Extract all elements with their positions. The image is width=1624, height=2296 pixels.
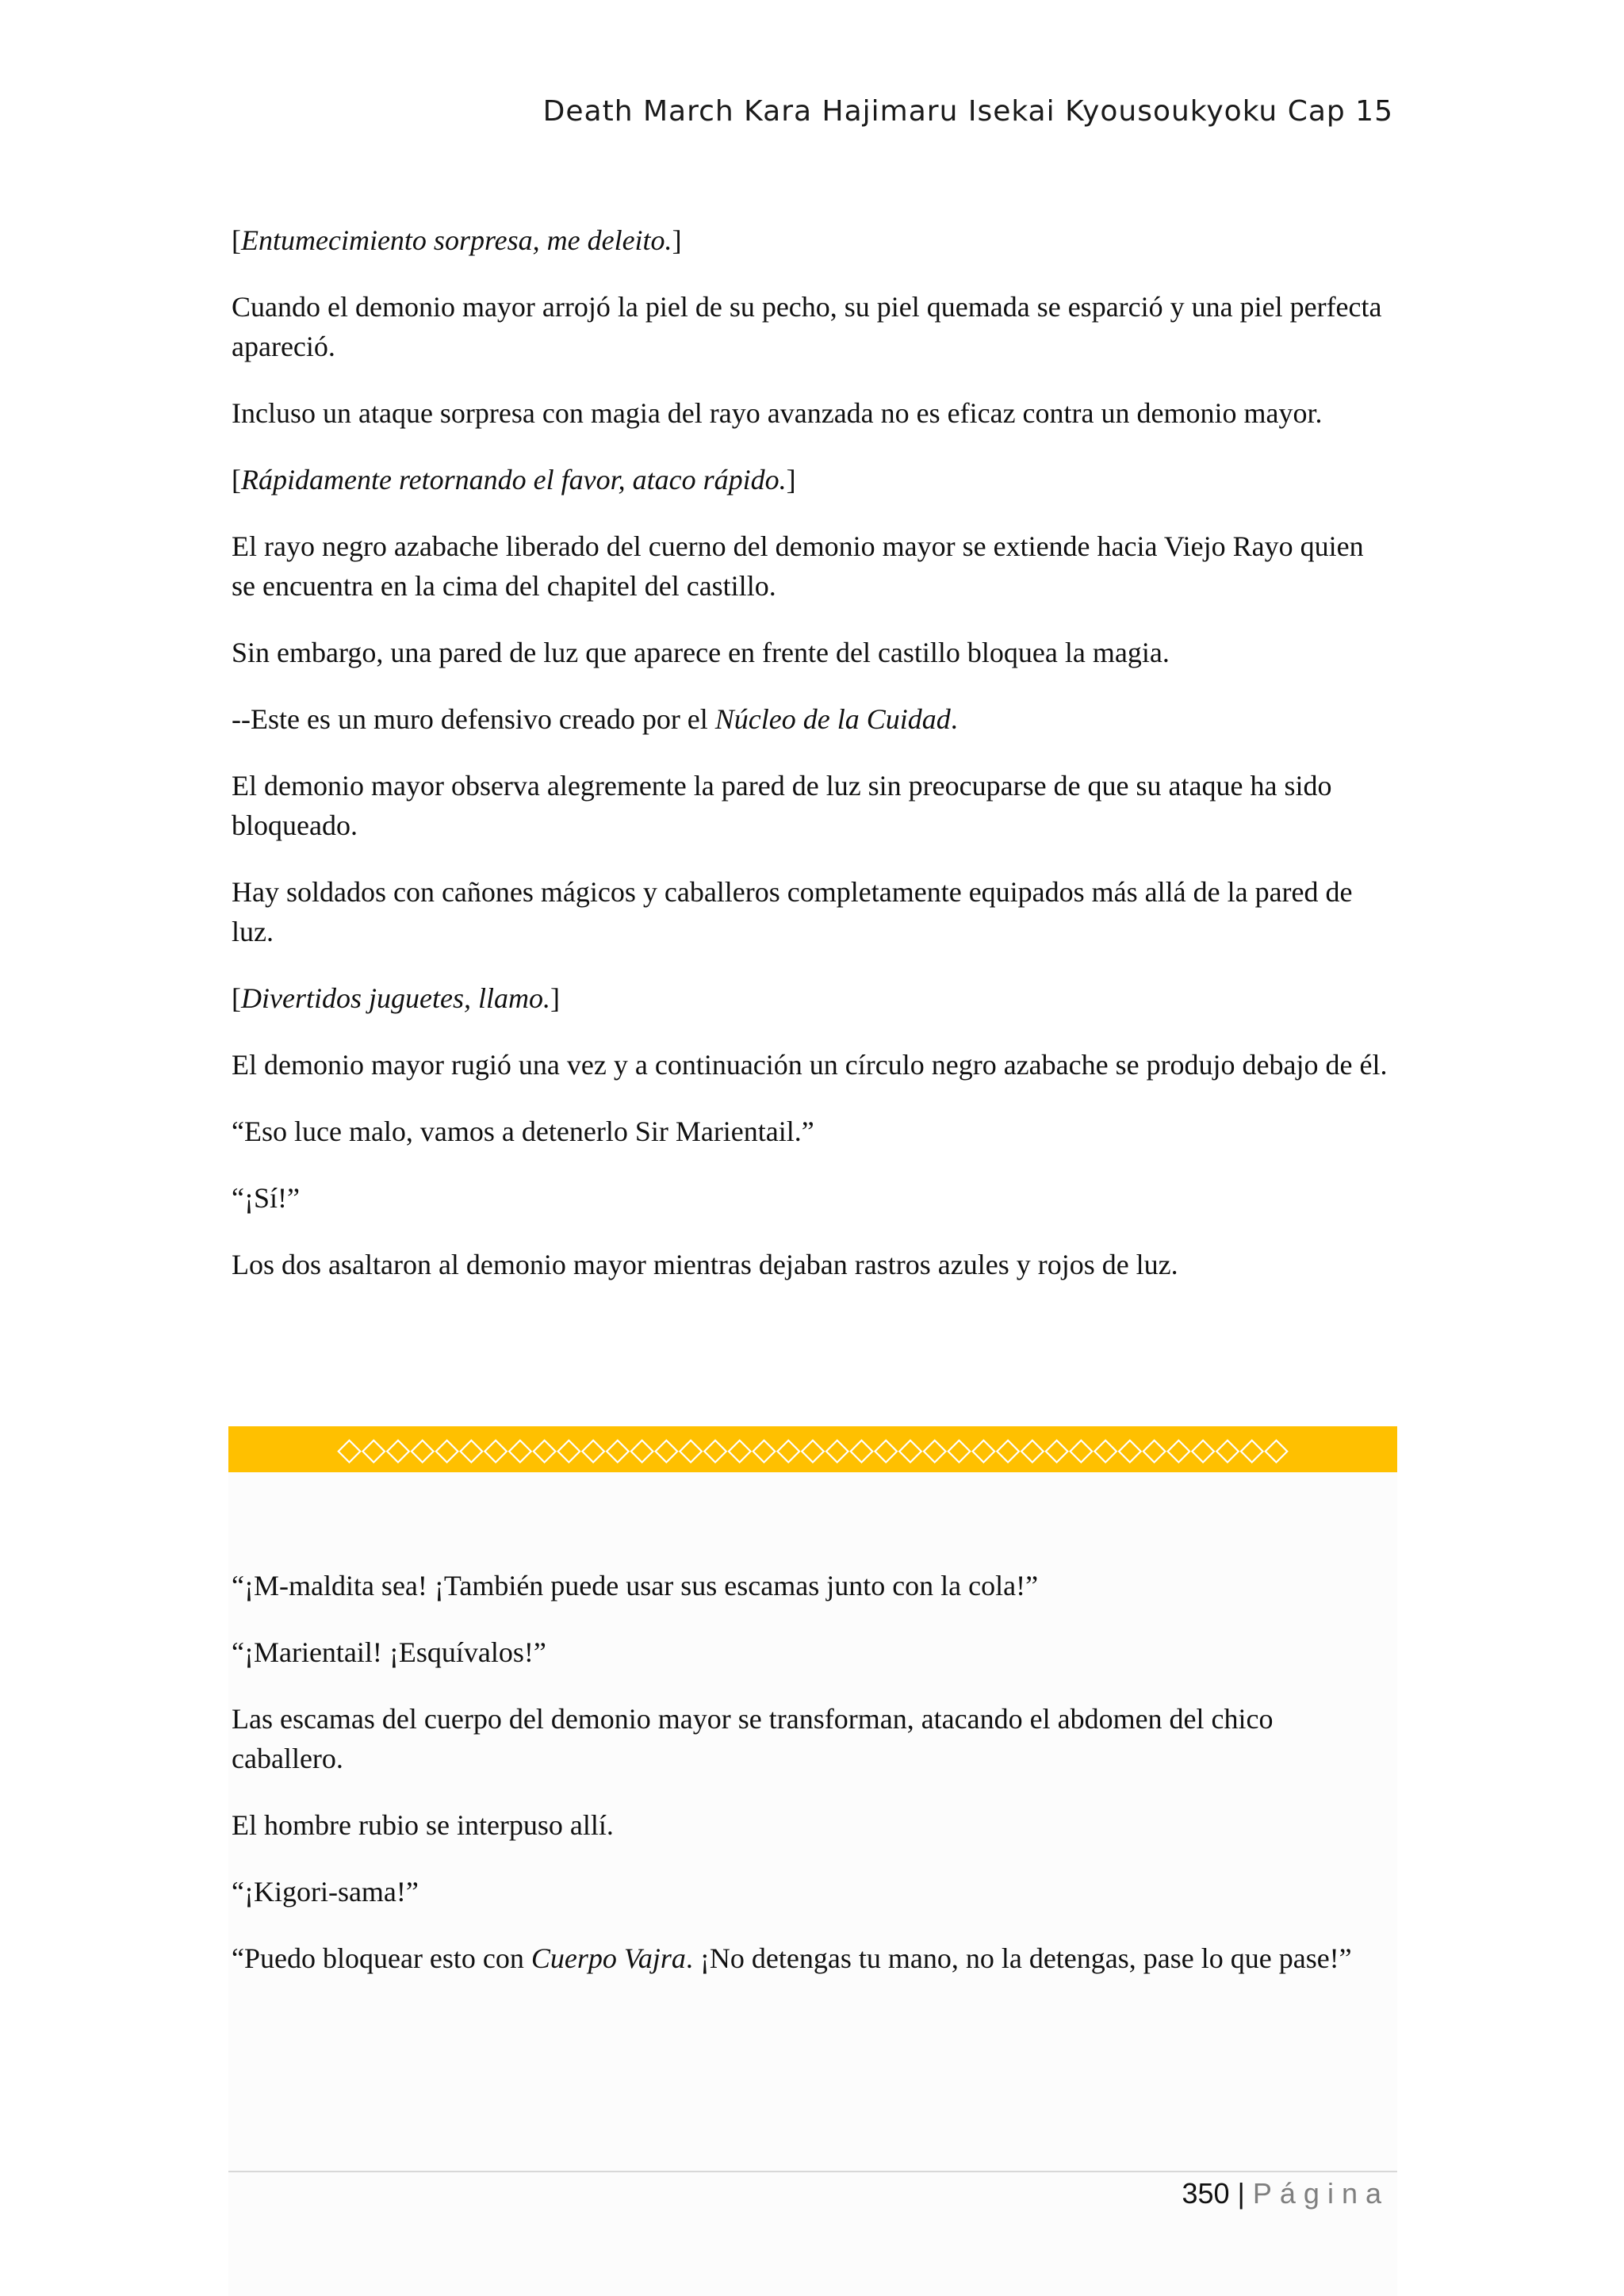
page-number: 350 <box>1182 2177 1230 2210</box>
text-run: “¡Marientail! ¡Esquívalos!” <box>232 1636 546 1668</box>
paragraph <box>232 1872 1389 1911</box>
paragraph <box>232 460 1389 499</box>
scene-break-separator: ◇◇◇◇◇◇◇◇◇◇◇◇◇◇◇◇◇◇◇◇◇◇◇◇◇◇◇◇◇◇◇◇◇◇◇◇◇◇◇ <box>228 1426 1397 1472</box>
paragraph <box>232 1178 1389 1218</box>
text-run: --Este es un muro defensivo creado por el <box>232 703 715 735</box>
footer-divider: | <box>1237 2177 1245 2210</box>
text-run: Las escamas del cuerpo del demonio mayor se transforman, atacando el abdomen del chico caballero. <box>232 1703 1274 1774</box>
paragraph <box>232 1112 1389 1151</box>
page-label: Página <box>1252 2177 1389 2210</box>
page-footer <box>1182 2177 1389 2210</box>
text-run: . ¡No detengas tu mano, no la detengas, pase lo que pase!” <box>685 1942 1352 1974</box>
text-run: “Puedo bloquear esto con <box>232 1942 531 1974</box>
paragraph <box>232 978 1389 1018</box>
text-run: ] <box>550 982 560 1014</box>
paragraph <box>232 220 1389 260</box>
italic-text: Rápidamente retornando el favor, ataco rápido. <box>241 464 787 496</box>
text-run: “Eso luce malo, vamos a detenerlo Sir Marientail.” <box>232 1115 814 1147</box>
text-run: ] <box>672 224 682 256</box>
italic-text: Divertidos juguetes, llamo. <box>241 982 550 1014</box>
paragraph <box>232 872 1389 951</box>
paragraph <box>232 1938 1389 1978</box>
paragraph <box>232 526 1389 606</box>
text-run: Sin embargo, una pared de luz que aparece en frente del castillo bloquea la magia. <box>232 637 1170 668</box>
text-run: “¡Sí!” <box>232 1182 300 1214</box>
text-run: [ <box>232 464 241 496</box>
paragraph <box>232 1245 1389 1284</box>
text-run: [ <box>232 224 241 256</box>
paragraph <box>232 633 1389 672</box>
text-run: “¡M-maldita sea! ¡También puede usar sus escamas junto con la cola!” <box>232 1570 1039 1601</box>
paragraph <box>232 1805 1389 1845</box>
page-header-title: Death March Kara Hajimaru Isekai Kyousoukyoku Cap 15 <box>542 95 1393 128</box>
text-run: Incluso un ataque sorpresa con magia del rayo avanzada no es eficaz contra un demonio mayor. <box>232 397 1323 429</box>
paragraph <box>232 699 1389 739</box>
paragraph <box>232 1045 1389 1085</box>
text-run: Cuando el demonio mayor arrojó la piel de su pecho, su piel quemada se esparció y una piel perfecta apareció. <box>232 291 1382 362</box>
text-run: El rayo negro azabache liberado del cuerno del demonio mayor se extiende hacia Viejo Rayo quien se encuentra en la cima del chapitel del castillo. <box>232 530 1364 602</box>
footer-rule <box>228 2171 1397 2172</box>
italic-text: Cuerpo Vajra <box>530 1942 686 1974</box>
body-section-lower <box>232 1566 1389 2005</box>
paragraph <box>232 393 1389 433</box>
text-run: “¡Kigori-sama!” <box>232 1876 419 1908</box>
text-run: Hay soldados con cañones mágicos y caballeros completamente equipados más allá de la pared de luz. <box>232 876 1353 947</box>
text-run: [ <box>232 982 241 1014</box>
text-run: ] <box>786 464 796 496</box>
italic-text: Núcleo de la Cuidad <box>714 703 951 735</box>
italic-text: Entumecimiento sorpresa, me deleito. <box>241 224 672 256</box>
text-run: El hombre rubio se interpuso allí. <box>232 1809 614 1841</box>
body-section-upper <box>232 220 1389 1311</box>
text-run: El demonio mayor rugió una vez y a continuación un círculo negro azabache se produjo debajo de él. <box>232 1049 1388 1081</box>
paragraph <box>232 1699 1389 1778</box>
paragraph <box>232 1632 1389 1672</box>
text-run: . <box>950 703 958 735</box>
paragraph <box>232 287 1389 366</box>
text-run: El demonio mayor observa alegremente la pared de luz sin preocuparse de que su ataque ha sido bloqueado. <box>232 770 1332 841</box>
paragraph <box>232 766 1389 845</box>
text-run: Los dos asaltaron al demonio mayor mientras dejaban rastros azules y rojos de luz. <box>232 1249 1178 1280</box>
paragraph <box>232 1566 1389 1605</box>
